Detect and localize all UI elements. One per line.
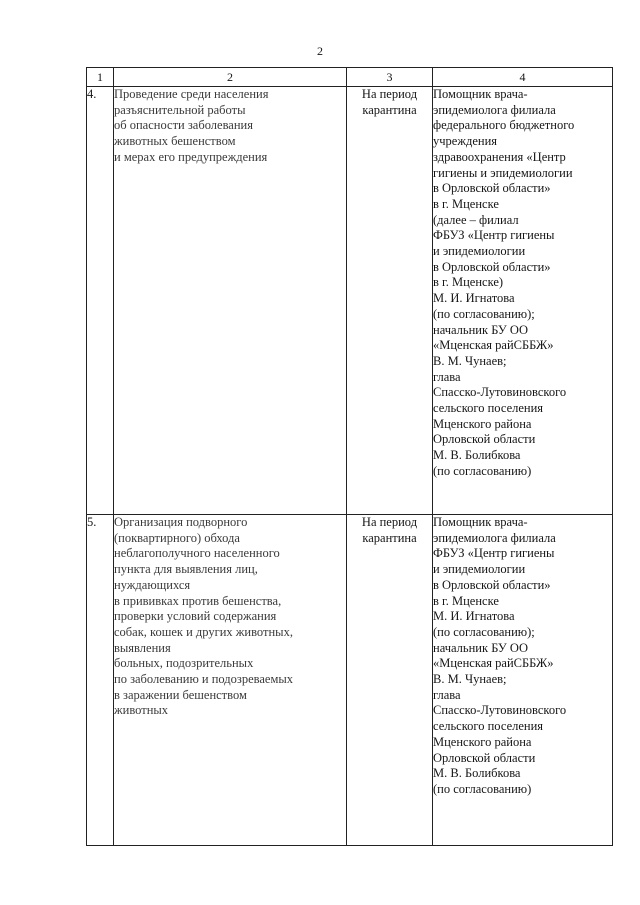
- cell-line: (по согласованию): [433, 463, 532, 478]
- cell-line: разъяснительной работы: [114, 102, 246, 117]
- cell-line: по заболеванию и подозреваемых: [114, 672, 294, 687]
- cell-line: В. М. Чунаев;: [433, 672, 507, 687]
- cell-line: «Мценская райСББЖ»: [433, 656, 554, 671]
- cell-line: и мерах его предупреждения: [114, 149, 268, 164]
- row-number: 4.: [87, 87, 114, 515]
- cell-line: в Орловской области»: [433, 181, 551, 196]
- cell-line: эпидемиолога филиала: [433, 530, 556, 545]
- cell-line: М. В. Болибкова: [433, 448, 521, 463]
- cell-line: Мценского района: [433, 416, 532, 431]
- cell-line: (по согласованию);: [433, 624, 535, 639]
- row-description: [114, 87, 347, 515]
- cell-line: эпидемиолога филиала: [433, 102, 556, 117]
- cell-line: проверки условий содержания: [114, 609, 277, 624]
- cell-line: гигиены и эпидемиологии: [433, 165, 573, 180]
- cell-line: На период: [361, 87, 418, 101]
- cell-line: (далее – филиал: [433, 212, 519, 227]
- cell-line: неблагополучного населенного: [114, 546, 280, 561]
- cell-line: в прививках против бешенства,: [114, 593, 282, 608]
- cell-line: глава: [433, 687, 461, 702]
- cell-line: Помощник врача-: [433, 515, 528, 529]
- row-responsible: [433, 87, 613, 515]
- header-cell-3: 3: [347, 68, 433, 87]
- header-cell-4: 4: [433, 68, 613, 87]
- cell-line: сельского поселения: [433, 401, 544, 416]
- cell-line: М. И. Игнатова: [433, 291, 515, 306]
- cell-line: федерального бюджетного: [433, 118, 575, 133]
- cell-line: В. М. Чунаев;: [433, 353, 507, 368]
- cell-line: сельского поселения: [433, 719, 544, 734]
- cell-line: Спасско-Лутовиновского: [433, 703, 567, 718]
- cell-line: На период: [361, 515, 418, 529]
- cell-line: нуждающихся: [114, 577, 191, 592]
- cell-line: в заражении бешенством: [114, 687, 247, 702]
- cell-line: Орловской области: [433, 750, 536, 765]
- cell-line: начальник БУ ОО: [433, 322, 528, 337]
- header-row: [87, 68, 613, 87]
- cell-line: Организация подворного: [114, 515, 248, 529]
- cell-line: в г. Мценске: [433, 593, 499, 608]
- row-description: [114, 515, 347, 846]
- cell-line: карантина: [362, 530, 417, 545]
- cell-line: Помощник врача-: [433, 87, 528, 101]
- cell-line: (по согласованию);: [433, 306, 535, 321]
- cell-line: и эпидемиологии: [433, 562, 526, 577]
- cell-line: Проведение среди населения: [114, 87, 269, 101]
- table-row: [87, 87, 613, 515]
- cell-line: в Орловской области»: [433, 577, 551, 592]
- cell-line: собак, кошек и других животных,: [114, 624, 293, 639]
- cell-line: карантина: [362, 102, 417, 117]
- cell-line: М. В. Болибкова: [433, 766, 521, 781]
- cell-line: животных: [114, 703, 169, 718]
- cell-line: (по согласованию): [433, 781, 532, 796]
- cell-line: больных, подозрительных: [114, 656, 254, 671]
- cell-line: об опасности заболевания: [114, 118, 253, 133]
- table-row: [87, 515, 613, 846]
- header-cell-2: 2: [114, 68, 347, 87]
- cell-line: здравоохранения «Центр: [433, 149, 566, 164]
- cell-line: (поквартирного) обхода: [114, 530, 240, 545]
- cell-line: в г. Мценске: [433, 196, 499, 211]
- row-period: [347, 87, 433, 515]
- cell-line: животных бешенством: [114, 134, 236, 149]
- cell-line: Мценского района: [433, 734, 532, 749]
- cell-line: и эпидемиологии: [433, 244, 526, 259]
- row-period: [347, 515, 433, 846]
- cell-line: в г. Мценске): [433, 275, 504, 290]
- measures-table: [86, 67, 613, 846]
- cell-line: начальник БУ ОО: [433, 640, 528, 655]
- header-cell-1: 1: [87, 68, 114, 87]
- cell-line: Спасско-Лутовиновского: [433, 385, 567, 400]
- cell-line: в Орловской области»: [433, 259, 551, 274]
- cell-line: учреждения: [433, 134, 498, 149]
- cell-line: Орловской области: [433, 432, 536, 447]
- cell-line: глава: [433, 369, 461, 384]
- page-number: 2: [317, 44, 323, 58]
- cell-line: пункта для выявления лиц,: [114, 562, 258, 577]
- cell-line: выявления: [114, 640, 171, 655]
- cell-line: М. И. Игнатова: [433, 609, 515, 624]
- cell-line: «Мценская райСББЖ»: [433, 338, 554, 353]
- row-responsible: [433, 515, 613, 846]
- row-number: 5.: [87, 515, 114, 846]
- cell-line: ФБУЗ «Центр гигиены: [433, 546, 555, 561]
- cell-line: ФБУЗ «Центр гигиены: [433, 228, 555, 243]
